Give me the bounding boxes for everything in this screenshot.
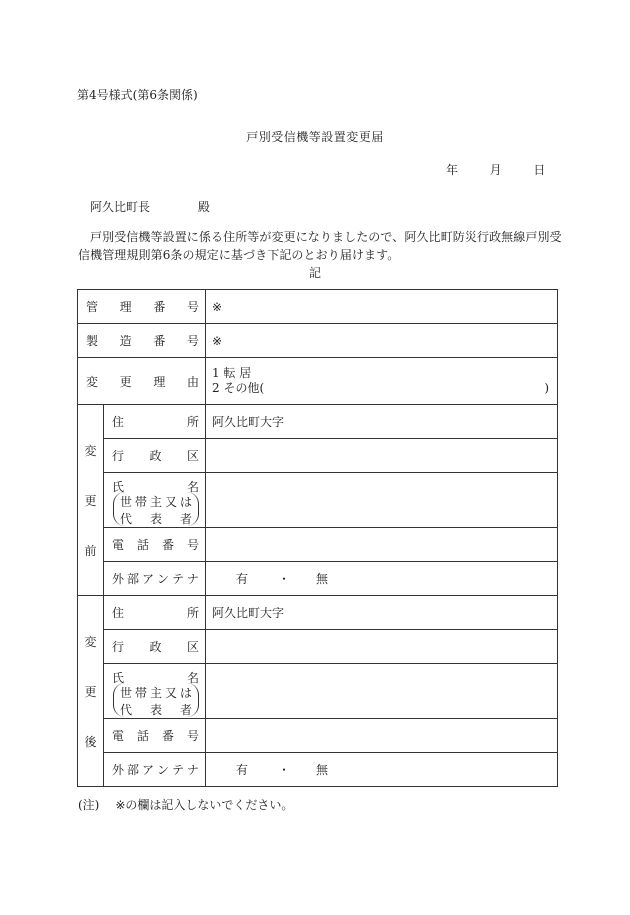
before-phone-value[interactable] [206,528,558,562]
row-after-phone [78,719,558,753]
reason-option-other-label: 2 その他( [212,381,265,395]
before-address-value[interactable]: 阿久比町大字 [206,405,558,439]
after-address-value[interactable]: 阿久比町大字 [206,596,558,630]
before-antenna-no[interactable]: 無 [316,572,329,586]
section-before-label [78,405,104,596]
reason-option-other[interactable] [212,381,557,396]
before-name-label-text: 氏 名 [112,480,199,494]
after-phone-label-text: 電 話 番 号 [112,729,199,743]
row-management-number [78,290,558,324]
row-after-address [78,596,558,630]
change-reason-options[interactable] [206,358,558,405]
row-after-antenna [78,753,558,787]
after-district-label-text: 行 政 区 [112,640,199,654]
date-line [446,161,545,178]
footnote-text: ※の欄は記入しないでください。 [115,798,294,812]
change-form-table [77,289,558,787]
serial-number-label-text: 製 造 番 号 [86,334,199,348]
management-number-label [78,290,206,324]
after-name-value[interactable] [206,664,558,719]
section-before-char: 更 [84,493,97,508]
section-after-char: 変 [84,634,97,649]
after-address-label-text: 住 所 [112,606,199,620]
before-antenna-dot: ・ [278,572,291,586]
before-name-sub2: 代 表 者 [120,512,192,526]
before-name-sub1: 世 帯 主 又 は [120,495,192,509]
body-text [78,228,564,264]
after-name-sub2: 代 表 者 [120,703,192,717]
section-after-char: 後 [84,734,97,749]
change-reason-label-text: 変 更 理 由 [86,374,199,389]
before-antenna-value [206,562,558,596]
addressee [90,198,210,215]
section-before-char: 変 [84,443,97,458]
row-before-phone [78,528,558,562]
row-serial-number [78,324,558,358]
page-title: 戸別受信機等設置変更届 [246,130,384,144]
after-district-value[interactable] [206,630,558,664]
body-paragraph: 戸別受信機等設置に係る住所等が変更になりましたので、阿久比町防災行政無線戸別受信機管理規則第6条の規定に基づき下記のとおり届けます。 [78,230,562,262]
after-name-sub1: 世 帯 主 又 は [120,686,192,700]
before-antenna-label [104,562,206,596]
section-before-char: 前 [84,543,97,558]
before-name-label [104,473,206,528]
before-address-label-text: 住 所 [112,415,199,429]
after-antenna-value [206,753,558,787]
addressee-name: 阿久比町長 [90,200,151,214]
after-phone-label [104,719,206,753]
form-number: 第4号様式(第6条関係) [77,88,198,102]
after-antenna-yes[interactable]: 有 [236,763,249,777]
after-district-label [104,630,206,664]
row-before-name [78,473,558,528]
after-name-label-text: 氏 名 [112,671,199,685]
serial-number-label [78,324,206,358]
row-change-reason [78,358,558,405]
before-address-label [104,405,206,439]
before-phone-label [104,528,206,562]
before-district-label [104,439,206,473]
row-after-district [78,630,558,664]
before-antenna-yes[interactable]: 有 [236,572,249,586]
section-after-label [78,596,104,787]
date-month-label: 月 [489,163,502,177]
after-phone-value[interactable] [206,719,558,753]
change-reason-label [78,358,206,405]
row-before-antenna [78,562,558,596]
before-district-value[interactable] [206,439,558,473]
row-before-district [78,439,558,473]
reason-option-move[interactable]: 1 転 居 [212,366,252,380]
after-antenna-no[interactable]: 無 [316,763,329,777]
footnote-prefix: (注) [78,798,100,812]
after-name-label [104,664,206,719]
row-before-address [78,405,558,439]
date-year-label: 年 [446,163,459,177]
section-after-char: 更 [84,684,97,699]
serial-number-value: ※ [206,324,558,358]
ki-heading: 記 [308,266,321,280]
footnote [78,796,293,813]
management-number-value: ※ [206,290,558,324]
after-antenna-label [104,753,206,787]
after-antenna-label-text: 外 部 ア ン テ ナ [112,763,199,777]
date-day-label: 日 [533,163,546,177]
before-district-label-text: 行 政 区 [112,449,199,463]
addressee-honorific: 殿 [197,200,210,214]
management-number-label-text: 管 理 番 号 [86,300,199,314]
reason-option-other-close: ) [544,381,549,395]
row-after-name [78,664,558,719]
after-antenna-dot: ・ [278,763,291,777]
before-antenna-label-text: 外 部 ア ン テ ナ [112,572,199,586]
before-name-value[interactable] [206,473,558,528]
before-phone-label-text: 電 話 番 号 [112,538,199,552]
after-address-label [104,596,206,630]
